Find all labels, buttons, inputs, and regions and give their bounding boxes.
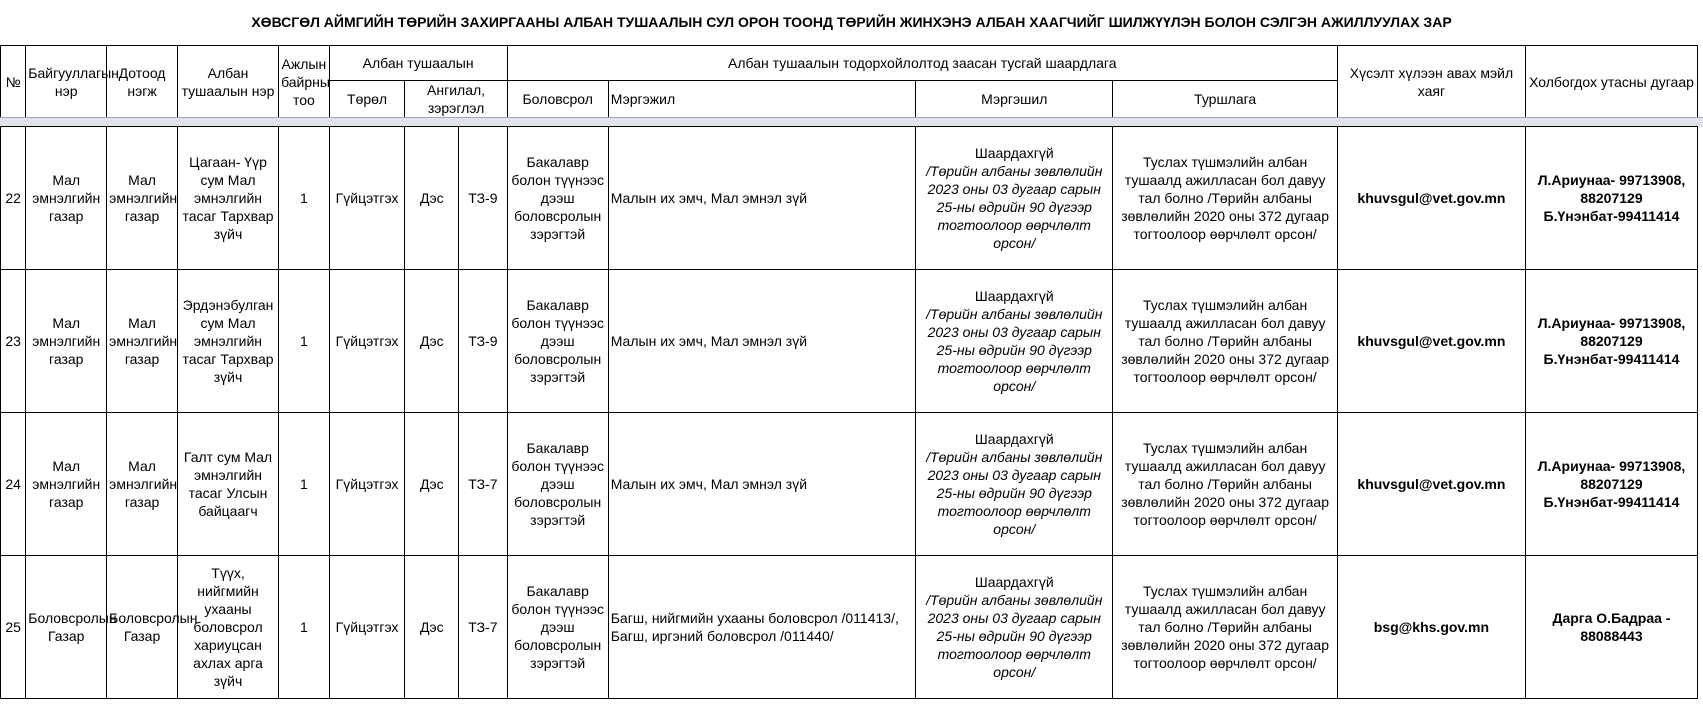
phone-number: Л.Ариунаа- 99713908, 88207129 Б.Үнэнбат-99411414 <box>1525 127 1697 270</box>
header-group-requirements: Албан тушаалын тодорхойлолтод заасан тусгай шаардлага <box>507 46 1337 81</box>
position-grade: ТЗ-7 <box>459 556 508 699</box>
skill-head: Шаардахгүй <box>974 288 1054 304</box>
skill-note: /Төрийн албаны зөвлөлийн 2023 оны 03 дугаар сарын 25-ны өдрийн 90 дүгээр тогтоолоор өөрчлөлт орсон/ <box>926 592 1103 680</box>
header-position: Албан тушаалын нэр <box>177 46 278 118</box>
row-number: 24 <box>1 413 26 556</box>
email-address: bsg@khs.gov.mn <box>1337 556 1525 699</box>
data-table <box>0 126 1698 699</box>
position-type: Гүйцэтгэх <box>329 413 405 556</box>
education-req: Бакалавр болон түүнээс дээш боловсролын зэрэгтэй <box>507 270 608 413</box>
education-req: Бакалавр болон түүнээс дээш боловсролын зэрэгтэй <box>507 556 608 699</box>
header-type: Төрөл <box>329 81 405 118</box>
table-row <box>1 270 1698 413</box>
seat-count: 1 <box>279 556 330 699</box>
header-unit: Дотоод нэгж <box>107 46 178 118</box>
phone-number: Л.Ариунаа- 99713908, 88207129 Б.Үнэнбат-99411414 <box>1525 413 1697 556</box>
position-rank: Дэс <box>405 127 459 270</box>
position-grade: ТЗ-7 <box>459 413 508 556</box>
position-name: Цагаан- Үүр сум Мал эмнэлгийн тасаг Тархвар зүйч <box>177 127 278 270</box>
experience-req: Туслах түшмэлийн албан тушаалд ажилласан бол давуу тал болно /Төрийн албаны зөвлөлийн 2020 оны 372 дугаар тогтоолоор өөрчлөлт орсон/ <box>1113 413 1338 556</box>
org-name: Мал эмнэлгийн газар <box>26 127 107 270</box>
profession-req: Багш, нийгмийн ухааны боловсрол /011413/, Багш, иргэний боловсрол /011440/ <box>608 556 915 699</box>
education-req: Бакалавр болон түүнээс дээш боловсролын зэрэгтэй <box>507 413 608 556</box>
header-rank: Ангилал, зэрэглэл <box>405 81 507 118</box>
experience-req: Туслах түшмэлийн албан тушаалд ажилласан бол давуу тал болно /Төрийн албаны зөвлөлийн 2020 оны 372 дугаар тогтоолоор өөрчлөлт орсон/ <box>1113 556 1338 699</box>
table-row <box>1 127 1698 270</box>
position-name: Эрдэнэбулган сум Мал эмнэлгийн тасаг Тархвар зүйч <box>177 270 278 413</box>
experience-req: Туслах түшмэлийн албан тушаалд ажилласан бол давуу тал болно /Төрийн албаны зөвлөлийн 2020 оны 372 дугаар тогтоолоор өөрчлөлт орсон/ <box>1113 270 1338 413</box>
header-phone: Холбогдох утасны дугаар <box>1525 46 1697 118</box>
org-name: Мал эмнэлгийн газар <box>26 270 107 413</box>
unit-name: Мал эмнэлгийн газар <box>107 270 178 413</box>
profession-req: Малын их эмч, Мал эмнэл зүй <box>608 413 915 556</box>
page-title: ХӨВСГӨЛ АЙМГИЙН ТӨРИЙН ЗАХИРГААНЫ АЛБАН ТУШААЛЫН СУЛ ОРОН ТООНД ТӨРИЙН ЖИНХЭНЭ АЛБАН ХААГЧИЙГ ШИЛЖҮҮЛЭН БОЛОН СЭЛГЭН АЖИЛЛУУЛАХ ЗАР <box>251 14 1452 30</box>
skill-head: Шаардахгүй <box>974 574 1054 590</box>
unit-name: Мал эмнэлгийн газар <box>107 413 178 556</box>
unit-name: Боловсролын Газар <box>107 556 178 699</box>
phone-number: Дарга О.Бадраа - 88088443 <box>1525 556 1697 699</box>
position-rank: Дэс <box>405 270 459 413</box>
skill-head: Шаардахгүй <box>974 145 1054 161</box>
row-number: 23 <box>1 270 26 413</box>
skill-note: /Төрийн албаны зөвлөлийн 2023 оны 03 дугаар сарын 25-ны өдрийн 90 дүгээр тогтоолоор өөрчлөлт орсон/ <box>926 306 1103 394</box>
seat-count: 1 <box>279 413 330 556</box>
education-req: Бакалавр болон түүнээс дээш боловсролын зэрэгтэй <box>507 127 608 270</box>
seat-count: 1 <box>279 270 330 413</box>
skill-req <box>916 270 1113 413</box>
row-number: 25 <box>1 556 26 699</box>
position-rank: Дэс <box>405 413 459 556</box>
profession-req: Малын их эмч, Мал эмнэл зүй <box>608 270 915 413</box>
header-profession: Мэргэжил <box>608 81 915 118</box>
skill-note: /Төрийн албаны зөвлөлийн 2023 оны 03 дугаар сарын 25-ны өдрийн 90 дүгээр тогтоолоор өөрчлөлт орсон/ <box>926 163 1103 251</box>
position-name: Галт сум Мал эмнэлгийн тасаг Улсын байцаагч <box>177 413 278 556</box>
skill-req <box>916 556 1113 699</box>
header-org: Байгууллагын нэр <box>26 46 107 118</box>
phone-number: Л.Ариунаа- 99713908, 88207129 Б.Үнэнбат-99411414 <box>1525 270 1697 413</box>
email-address: khuvsgul@vet.gov.mn <box>1337 127 1525 270</box>
seat-count: 1 <box>279 127 330 270</box>
position-grade: ТЗ-9 <box>459 127 508 270</box>
header-no: № <box>1 46 26 118</box>
org-name: Мал эмнэлгийн газар <box>26 413 107 556</box>
position-name: Түүх, нийгмийн ухааны боловсрол хариуцсан ахлах арга зүйч <box>177 556 278 699</box>
position-type: Гүйцэтгэх <box>329 556 405 699</box>
position-type: Гүйцэтгэх <box>329 127 405 270</box>
skill-note: /Төрийн албаны зөвлөлийн 2023 оны 03 дугаар сарын 25-ны өдрийн 90 дүгээр тогтоолоор өөрчлөлт орсон/ <box>926 449 1103 537</box>
skill-head: Шаардахгүй <box>974 431 1054 447</box>
header-seats: Ажлын байрны тоо <box>279 46 330 118</box>
org-name: Боловсролын Газар <box>26 556 107 699</box>
header-education: Боловсрол <box>507 81 608 118</box>
table-row <box>1 413 1698 556</box>
header-skill: Мэргэшил <box>916 81 1113 118</box>
header-table <box>0 45 1698 118</box>
position-rank: Дэс <box>405 556 459 699</box>
profession-req: Малын их эмч, Мал эмнэл зүй <box>608 127 915 270</box>
email-address: khuvsgul@vet.gov.mn <box>1337 413 1525 556</box>
header-group-position: Албан тушаалын <box>329 46 507 81</box>
viewport-cutoff <box>0 700 1703 707</box>
header-experience: Туршлага <box>1113 81 1338 118</box>
position-type: Гүйцэтгэх <box>329 270 405 413</box>
unit-name: Мал эмнэлгийн газар <box>107 127 178 270</box>
position-grade: ТЗ-9 <box>459 270 508 413</box>
experience-req: Туслах түшмэлийн албан тушаалд ажилласан бол давуу тал болно /Төрийн албаны зөвлөлийн 2020 оны 372 дугаар тогтоолоор өөрчлөлт орсон/ <box>1113 127 1338 270</box>
skill-req <box>916 413 1113 556</box>
skill-req <box>916 127 1113 270</box>
row-number: 22 <box>1 127 26 270</box>
header-email: Хүсэлт хүлээн авах мэйл хаяг <box>1337 46 1525 118</box>
email-address: khuvsgul@vet.gov.mn <box>1337 270 1525 413</box>
table-row <box>1 556 1698 699</box>
